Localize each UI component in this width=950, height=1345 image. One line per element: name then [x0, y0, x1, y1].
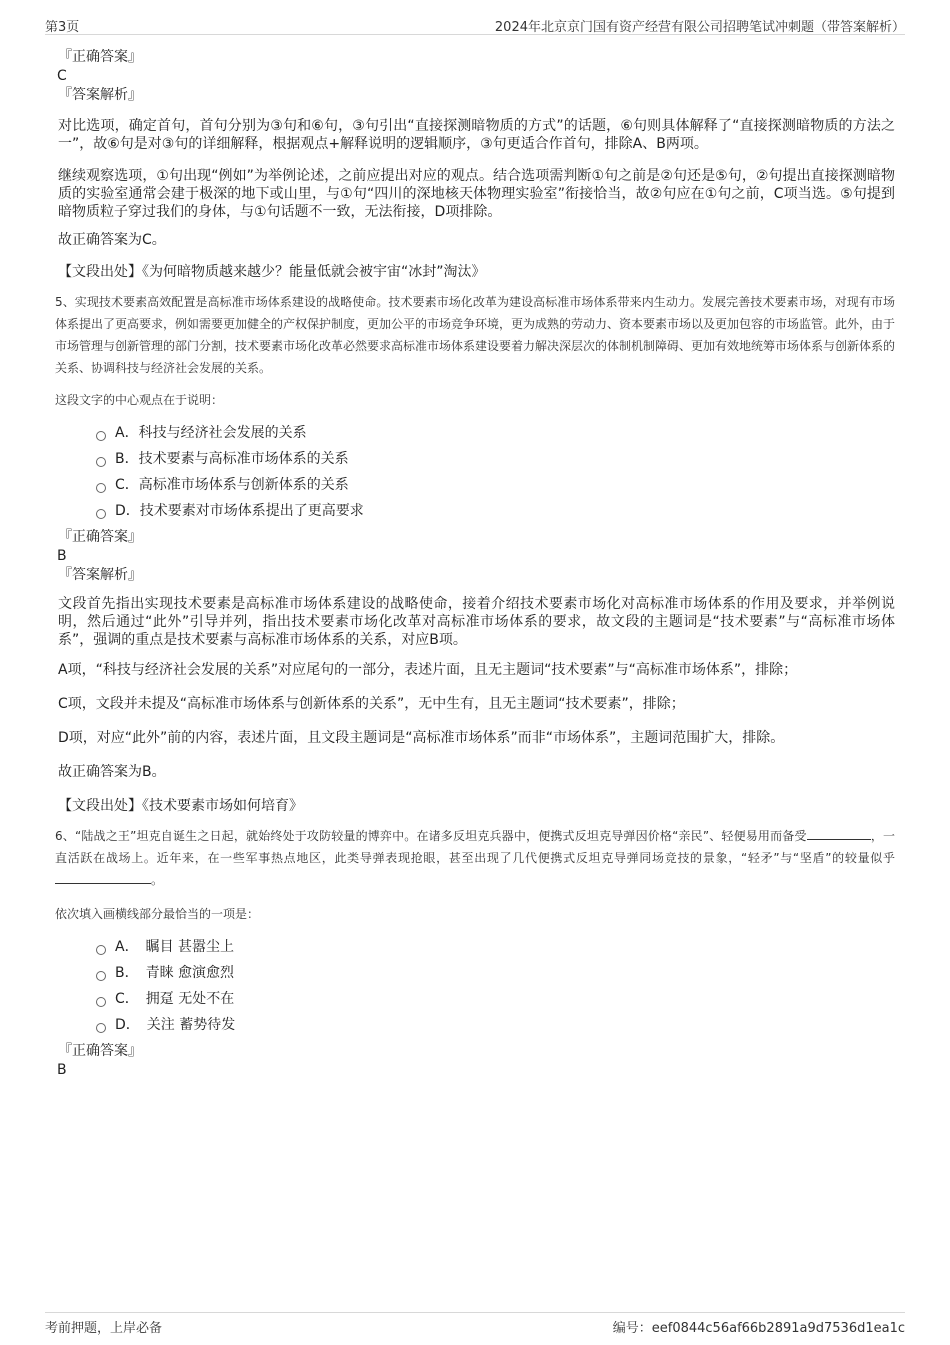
document-id: 编号：eef0844c56af66b2891a9d7536d1ea1c: [612, 1321, 905, 1336]
q5-analysis-5: 故正确答案为B。: [58, 764, 166, 780]
q5-prompt: 这段文字的中心观点在于说明：: [55, 393, 224, 407]
radio-button-icon[interactable]: [96, 483, 106, 493]
q5-analysis-1: 文段首先指出实现技术要素是高标准市场体系建设的战略使命，接着介绍技术要素市场化对高标准市场体系的作用及要求，并举例说明，然后通过“此外”引导并列，指出技术要素市场化改革对高标准市场体系的要求，故文段的主题词是“技术要素”与“高标准市场体系”，强调的重点是技术要素与高标准市场体系的关系，对应B项。: [58, 596, 895, 648]
q5-analysis-3: C项，文段并未提及“高标准市场体系与创新体系的关系”，无中生有，且无主题词“技术要素”，排除；: [58, 696, 685, 712]
q6-option-c[interactable]: C． 拥趸 无处不在: [96, 986, 895, 1012]
answer-label: 『正确答案』: [58, 1043, 142, 1059]
page-footer: [45, 1312, 905, 1335]
fill-blank-2: [55, 871, 151, 884]
page-number: 第3页: [45, 20, 80, 35]
q5-option-a[interactable]: A．科技与经济社会发展的关系: [96, 420, 895, 446]
radio-button-icon[interactable]: [96, 431, 106, 441]
q4-analysis-3: 故正确答案为C。: [58, 232, 166, 248]
q5-answer: B: [57, 548, 67, 564]
fill-blank-1: [807, 827, 871, 840]
document-body: [55, 46, 895, 1080]
q5-option-d[interactable]: D．技术要素对市场体系提出了更高要求: [96, 498, 895, 524]
q5-option-b[interactable]: B．技术要素与高标准市场体系的关系: [96, 446, 895, 472]
document-title: 2024年北京京门国有资产经营有限公司招聘笔试冲刺题（带答案解析）: [494, 20, 905, 35]
q5-stem: 5、实现技术要素高效配置是高标准市场体系建设的战略使命。技术要素市场化改革为建设高标准市场体系带来内生动力。发展完善技术要素市场，对现有市场体系提出了更高要求，例如需要更加健全的产权保护制度，更加公平的市场竞争环境，更为成熟的劳动力、资本要素市场以及更加包容的市场监管。此外，由于市场管理与创新管理的部门分割，技术要素市场化改革必然要求高标准市场体系建设要着力解决深层次的体制机制障碍、更加有效地统筹市场体系与创新体系的关系、协调科技与经济社会发展的关系。: [55, 295, 896, 375]
q6-options: [96, 934, 895, 1038]
q5-options: [96, 420, 895, 524]
q4-analysis-1: 对比选项，确定首句，首句分别为③句和⑥句，③句引出“直接探测暗物质的方式”的话题，⑥句则具体解释了“直接探测暗物质的方法之一”，故⑥句是对③句的详细解释，根据观点+解释说明的逻辑顺序，③句更适合作首句，排除A、B两项。: [58, 118, 895, 152]
q6-stem: 6、“陆战之王”坦克自诞生之日起，就始终处于攻防较量的博弈中。在诸多反坦克兵器中，便携式反坦克导弹因价格“亲民”、轻便易用而备受 ，一直活跃在战场上。近年来，在一些军事热点地区，此类导弹表现抢眼，甚至出现了几代便携式反坦克导弹同场竞技的景象，“轻矛”与“坚盾”的较量似乎。: [55, 829, 895, 887]
q5-option-c[interactable]: C．高标准市场体系与创新体系的关系: [96, 472, 895, 498]
q5-analysis-2: A项，“科技与经济社会发展的关系”对应尾句的一部分，表述片面，且无主题词“技术要素”与“高标准市场体系”，排除；: [58, 662, 798, 678]
radio-button-icon[interactable]: [96, 997, 106, 1007]
q6-option-b[interactable]: B． 青睐 愈演愈烈: [96, 960, 895, 986]
q4-answer: C: [57, 68, 67, 84]
answer-label: 『正确答案』: [58, 529, 142, 545]
page-header: [45, 14, 905, 35]
answer-label: 『正确答案』: [58, 49, 142, 65]
radio-button-icon[interactable]: [96, 945, 106, 955]
q4-source: 【文段出处】《为何暗物质越来越少？能量低就会被宇宙“冰封”淘汰》: [58, 264, 486, 280]
q4-analysis-2: 继续观察选项，①句出现“例如”为举例论述，之前应提出对应的观点。结合选项需判断①句之前是②句还是⑤句，②句提出直接探测暗物质的实验室通常会建于极深的地下或山里，与①句“四川的深地核天体物理实验室”衔接恰当，故②句应在①句之前，C项当选。⑤句提到暗物质粒子穿过我们的身体，与①句话题不一致，无法衔接，D项排除。: [58, 168, 895, 220]
q5-analysis-4: D项，对应“此外”前的内容，表述片面，且文段主题词是“高标准市场体系”而非“市场体系”，主题词范围扩大，排除。: [58, 730, 785, 746]
q6-option-a[interactable]: A． 瞩目 甚嚣尘上: [96, 934, 895, 960]
q6-prompt: 依次填入画横线部分最恰当的一项是：: [55, 907, 260, 921]
q5-source: 【文段出处】《技术要素市场如何培育》: [58, 798, 303, 814]
analysis-label: 『答案解析』: [58, 87, 142, 103]
analysis-label: 『答案解析』: [58, 567, 142, 583]
q6-answer: B: [57, 1062, 67, 1078]
radio-button-icon[interactable]: [96, 457, 106, 467]
footer-slogan: 考前押题，上岸必备: [45, 1321, 163, 1336]
q6-option-d[interactable]: D． 关注 蓄势待发: [96, 1012, 895, 1038]
radio-button-icon[interactable]: [96, 509, 106, 519]
radio-button-icon[interactable]: [96, 971, 106, 981]
radio-button-icon[interactable]: [96, 1023, 106, 1033]
